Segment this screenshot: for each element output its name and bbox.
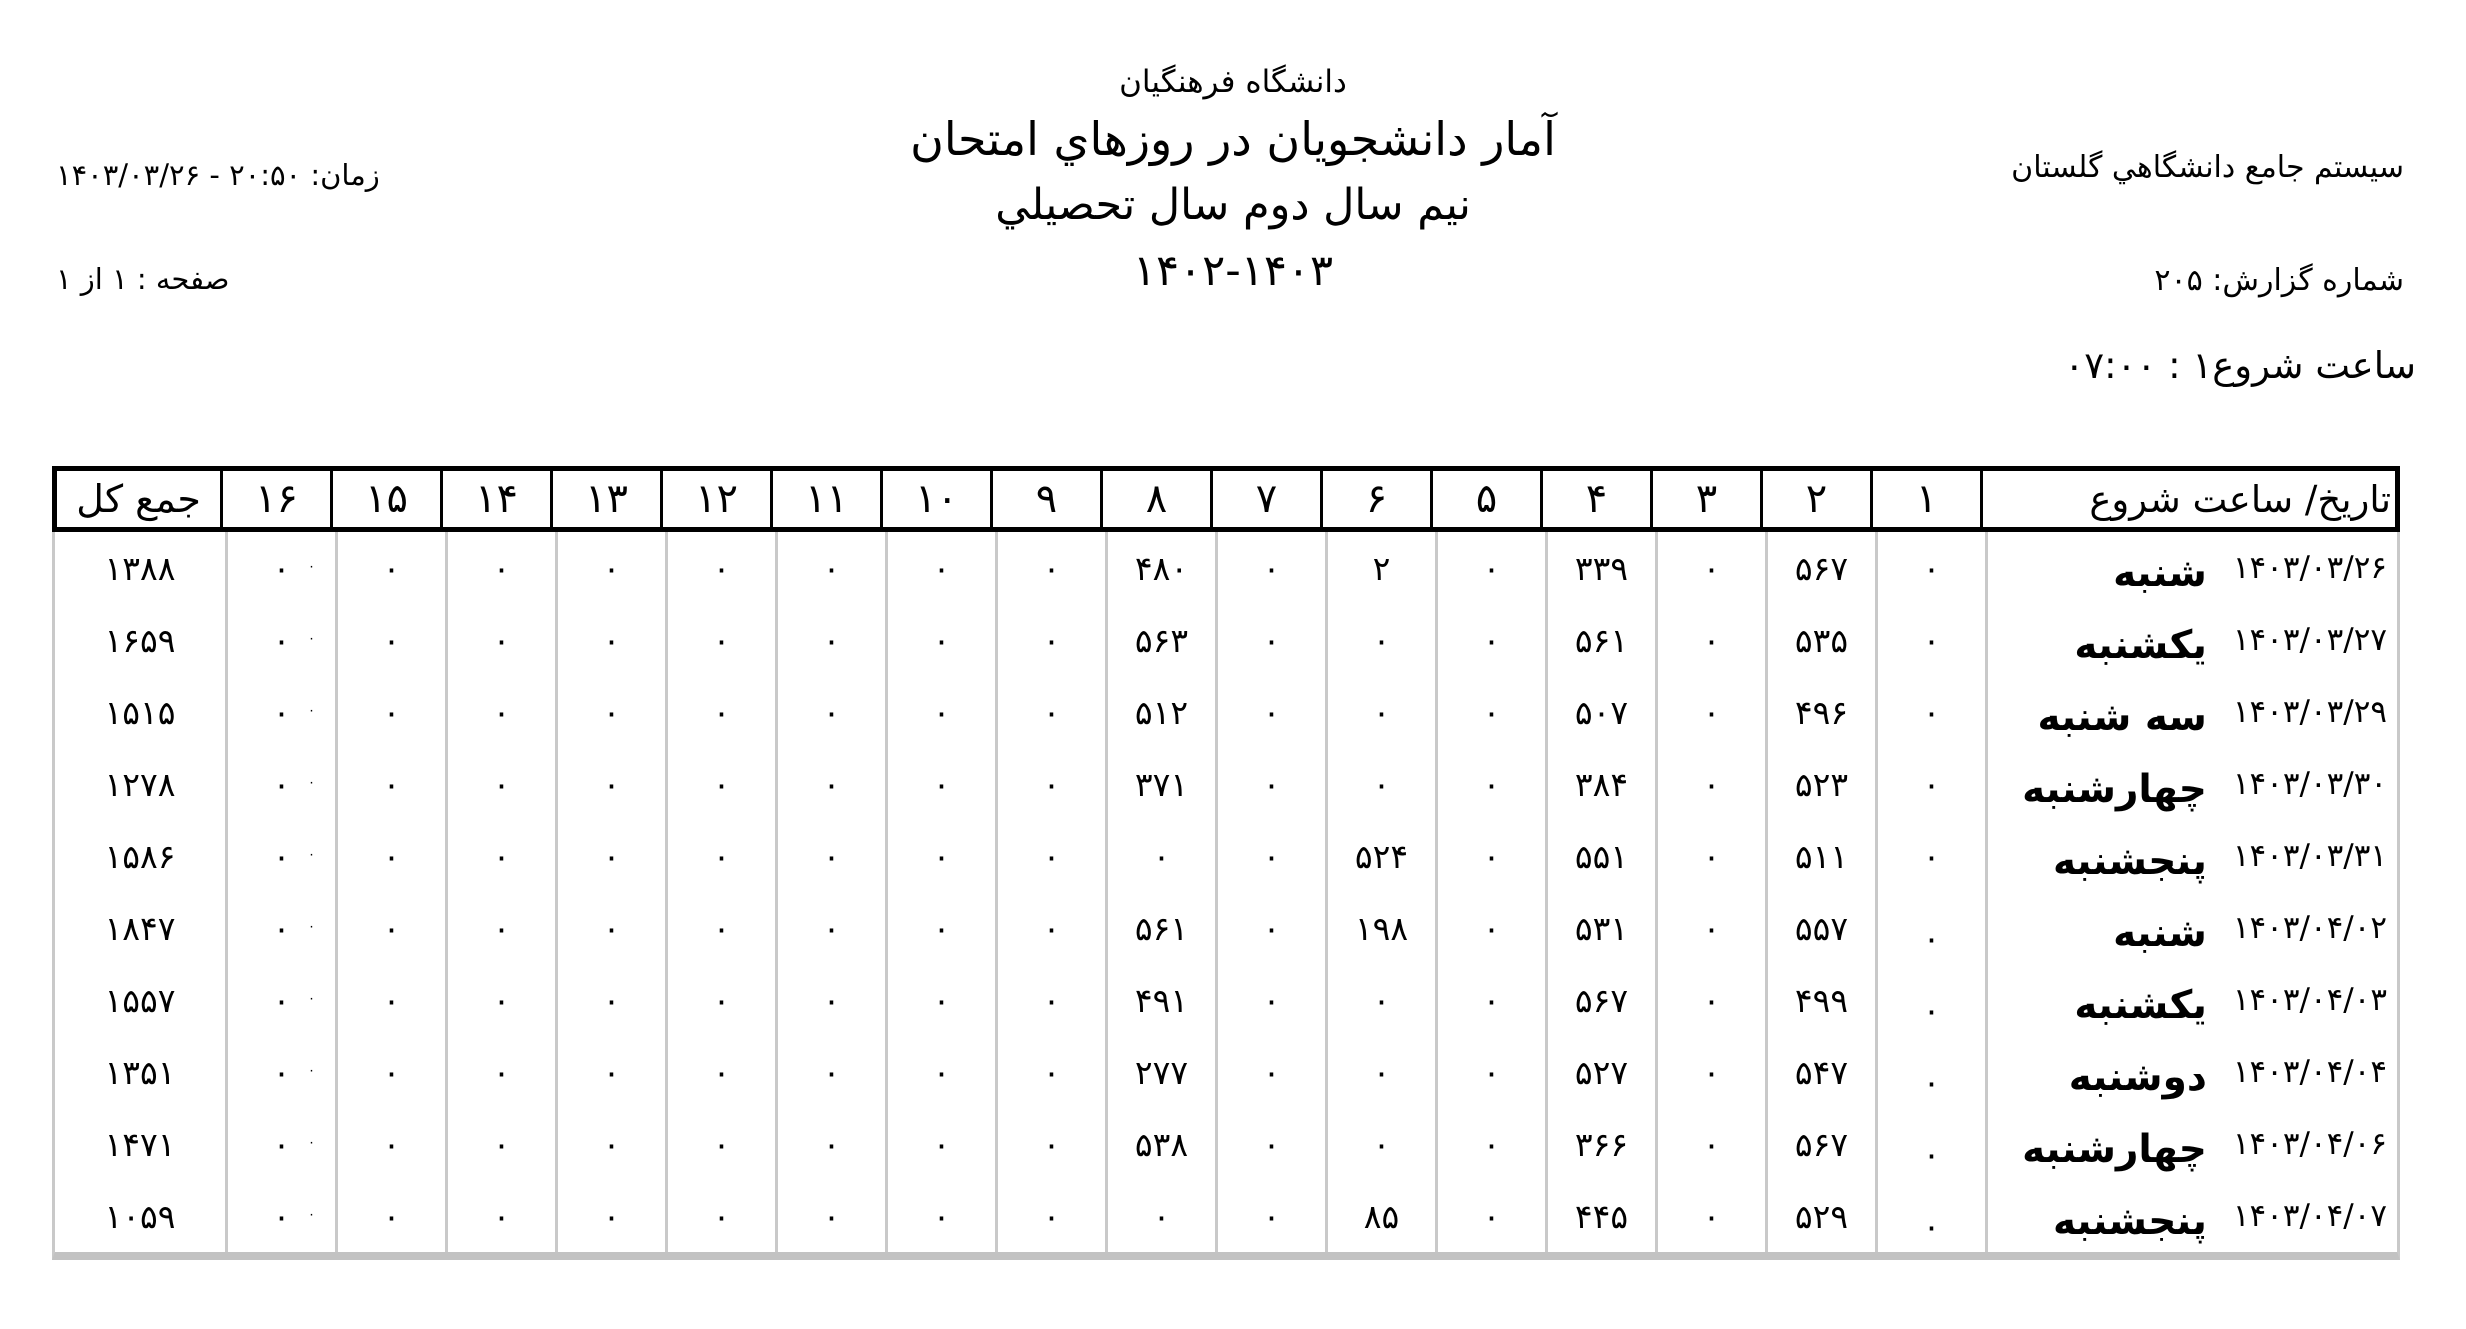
hour-10-value: ۰ bbox=[885, 604, 995, 676]
system-name: سيستم جامع دانشگاهي گلستان bbox=[2011, 150, 2404, 185]
row-day-name: شنبه bbox=[2113, 550, 2207, 596]
hour-6-value: ۰ bbox=[1325, 1036, 1435, 1108]
table-row bbox=[55, 1180, 2397, 1252]
hour-15-value: ۰ bbox=[335, 1036, 445, 1108]
exam-days-table bbox=[52, 466, 2400, 1260]
row-day-name: چهارشنبه bbox=[2022, 1126, 2207, 1172]
start-time: ساعت شروع۱ : ۰۷:۰۰ bbox=[2064, 344, 2416, 387]
hour-5-value: ۰ bbox=[1435, 892, 1545, 964]
hour-column-header: ۴ bbox=[1540, 471, 1650, 527]
hour-2-value: ۴۹۶ bbox=[1765, 676, 1875, 748]
hour-1-value: ۰ bbox=[1875, 532, 1985, 604]
hour-9-value: ۰ bbox=[995, 892, 1105, 964]
date-cell bbox=[1985, 892, 2397, 964]
hour-16-value: ۰ ۰ bbox=[225, 1108, 335, 1180]
hour-8-value: ۰ bbox=[1105, 820, 1215, 892]
row-day-name: پنجشنبه bbox=[2053, 838, 2207, 884]
hour-6-value: ۰ bbox=[1325, 1108, 1435, 1180]
hour-5-value: ۰ bbox=[1435, 604, 1545, 676]
hour-2-value: ۵۴۷ bbox=[1765, 1036, 1875, 1108]
hour-3-value: ۰ bbox=[1655, 676, 1765, 748]
hour-15-value: ۰ bbox=[335, 820, 445, 892]
print-timestamp: زمان: ۲۰:۵۰ - ۱۴۰۳/۰۳/۲۶ bbox=[56, 158, 380, 192]
academic-years: ۱۴۰۲-۱۴۰۳ bbox=[1132, 246, 1334, 296]
row-date: ۱۴۰۳/۰۴/۰۴ bbox=[2232, 1054, 2387, 1090]
hour-4-value: ۵۶۷ bbox=[1545, 964, 1655, 1036]
row-total: ۱۵۵۷ bbox=[104, 980, 176, 1020]
hour-13-value: ۰ bbox=[555, 820, 665, 892]
hour-14-value: ۰ bbox=[445, 1036, 555, 1108]
row-total: ۱۲۷۸ bbox=[104, 764, 176, 804]
hour-2-value: ۵۲۹ bbox=[1765, 1180, 1875, 1252]
hour-8-value: ۲۷۷ bbox=[1105, 1036, 1215, 1108]
hour-4-value: ۵۳۱ bbox=[1545, 892, 1655, 964]
hour-1-value: ۰ bbox=[1875, 1108, 1985, 1180]
hour-6-value: ۰ bbox=[1325, 604, 1435, 676]
hour-2-value: ۴۹۹ bbox=[1765, 964, 1875, 1036]
row-total: ۱۰۵۹ bbox=[104, 1196, 176, 1236]
hour-15-value: ۰ bbox=[335, 532, 445, 604]
hour-16-value: ۰ ۰ bbox=[225, 1180, 335, 1252]
row-date: ۱۴۰۳/۰۴/۰۶ bbox=[2232, 1126, 2387, 1162]
hour-16-value: ۰ ۰ bbox=[225, 748, 335, 820]
row-total: ۱۶۵۹ bbox=[104, 620, 176, 660]
table-row bbox=[55, 964, 2397, 1036]
hour-11-value: ۰ bbox=[775, 1180, 885, 1252]
row-date: ۱۴۰۳/۰۴/۰۷ bbox=[2232, 1198, 2387, 1234]
hour-11-value: ۰ bbox=[775, 964, 885, 1036]
table-body bbox=[52, 532, 2400, 1260]
hour-5-value: ۰ bbox=[1435, 1036, 1545, 1108]
hour-9-value: ۰ bbox=[995, 532, 1105, 604]
hour-14-value: ۰ bbox=[445, 1108, 555, 1180]
hour-6-value: ۰ bbox=[1325, 748, 1435, 820]
hour-12-value: ۰ bbox=[665, 1180, 775, 1252]
hour-8-value: ۴۸۰ bbox=[1105, 532, 1215, 604]
date-cell bbox=[1985, 532, 2397, 604]
hour-2-value: ۵۶۷ bbox=[1765, 1108, 1875, 1180]
hour-15-value: ۰ bbox=[335, 748, 445, 820]
stray-zero-mark: ۰ bbox=[308, 1063, 315, 1079]
hour-3-value: ۰ bbox=[1655, 1036, 1765, 1108]
hour-15-value: ۰ bbox=[335, 892, 445, 964]
row-day-name: پنجشنبه bbox=[2053, 1198, 2207, 1244]
date-cell bbox=[1985, 1108, 2397, 1180]
hour-8-value: ۵۶۱ bbox=[1105, 892, 1215, 964]
hour-5-value: ۰ bbox=[1435, 964, 1545, 1036]
hour-6-value: ۰ bbox=[1325, 964, 1435, 1036]
hour-3-value: ۰ bbox=[1655, 532, 1765, 604]
row-date: ۱۴۰۳/۰۴/۰۲ bbox=[2232, 910, 2387, 946]
row-day-name: شنبه bbox=[2113, 910, 2207, 956]
table-row bbox=[55, 748, 2397, 820]
stray-zero-mark: ۰ bbox=[308, 1135, 315, 1151]
hour-11-value: ۰ bbox=[775, 892, 885, 964]
table-row bbox=[55, 676, 2397, 748]
hour-16-value: ۰ ۰ bbox=[225, 532, 335, 604]
hour-9-value: ۰ bbox=[995, 1108, 1105, 1180]
hour-2-value: ۵۱۱ bbox=[1765, 820, 1875, 892]
hour-7-value: ۰ bbox=[1215, 964, 1325, 1036]
page-indicator: صفحه : ۱ از ۱ bbox=[56, 262, 230, 296]
row-day-name: سه شنبه bbox=[2037, 694, 2207, 740]
table-row bbox=[55, 604, 2397, 676]
hour-8-value: ۳۷۱ bbox=[1105, 748, 1215, 820]
hour-12-value: ۰ bbox=[665, 748, 775, 820]
hour-3-value: ۰ bbox=[1655, 964, 1765, 1036]
hour-6-value: ۰ bbox=[1325, 676, 1435, 748]
row-day-name: يكشنبه bbox=[2074, 982, 2207, 1028]
report-number: شماره گزارش: ۲۰۵ bbox=[2154, 263, 2404, 298]
row-day-name: چهارشنبه bbox=[2022, 766, 2207, 812]
hour-14-value: ۰ bbox=[445, 676, 555, 748]
hour-2-value: ۵۲۳ bbox=[1765, 748, 1875, 820]
hour-14-value: ۰ bbox=[445, 1180, 555, 1252]
row-total: ۱۵۸۶ bbox=[104, 836, 176, 876]
hour-13-value: ۰ bbox=[555, 532, 665, 604]
hour-6-value: ۲ bbox=[1325, 532, 1435, 604]
hour-10-value: ۰ bbox=[885, 964, 995, 1036]
hour-4-value: ۵۵۱ bbox=[1545, 820, 1655, 892]
hour-column-header: ۱۵ bbox=[330, 471, 440, 527]
hour-column-header: ۱۲ bbox=[660, 471, 770, 527]
row-total: ۱۸۴۷ bbox=[104, 908, 176, 948]
hour-column-header: ۱۶ bbox=[220, 471, 330, 527]
hour-column-header: ۱۳ bbox=[550, 471, 660, 527]
hour-14-value: ۰ bbox=[445, 532, 555, 604]
stray-zero-mark: ۰ bbox=[308, 919, 315, 935]
hour-10-value: ۰ bbox=[885, 676, 995, 748]
hour-column-header: ۸ bbox=[1100, 471, 1210, 527]
hour-15-value: ۰ bbox=[335, 964, 445, 1036]
hour-2-value: ۵۳۵ bbox=[1765, 604, 1875, 676]
hour-1-value: ۰ bbox=[1875, 748, 1985, 820]
total-column-header: جمع کل bbox=[76, 477, 201, 521]
row-total: ۱۳۵۱ bbox=[104, 1052, 176, 1092]
hour-1-value: ۰ bbox=[1875, 820, 1985, 892]
hour-column-header: ۲ bbox=[1760, 471, 1870, 527]
hour-column-header: ۱۰ bbox=[880, 471, 990, 527]
hour-1-value: ۰ bbox=[1875, 1180, 1985, 1252]
hour-12-value: ۰ bbox=[665, 1108, 775, 1180]
hour-9-value: ۰ bbox=[995, 604, 1105, 676]
hour-14-value: ۰ bbox=[445, 604, 555, 676]
stray-zero-mark: ۰ bbox=[308, 775, 315, 791]
hour-13-value: ۰ bbox=[555, 1036, 665, 1108]
hour-13-value: ۰ bbox=[555, 604, 665, 676]
hour-4-value: ۵۶۱ bbox=[1545, 604, 1655, 676]
row-day-name: يكشنبه bbox=[2074, 622, 2207, 668]
hour-15-value: ۰ bbox=[335, 604, 445, 676]
hour-8-value: ۰ bbox=[1105, 1180, 1215, 1252]
hour-12-value: ۰ bbox=[665, 604, 775, 676]
hour-14-value: ۰ bbox=[445, 820, 555, 892]
hour-4-value: ۳۸۴ bbox=[1545, 748, 1655, 820]
hour-7-value: ۰ bbox=[1215, 1036, 1325, 1108]
hour-8-value: ۴۹۱ bbox=[1105, 964, 1215, 1036]
hour-10-value: ۰ bbox=[885, 532, 995, 604]
table-header bbox=[52, 466, 2400, 532]
row-total: ۱۵۱۵ bbox=[104, 692, 176, 732]
hour-10-value: ۰ bbox=[885, 1180, 995, 1252]
hour-1-value: ۰ bbox=[1875, 1036, 1985, 1108]
date-cell bbox=[1985, 748, 2397, 820]
row-day-name: دوشنبه bbox=[2068, 1054, 2207, 1100]
table-row bbox=[55, 532, 2397, 604]
table-row bbox=[55, 820, 2397, 892]
hour-column-header: ۹ bbox=[990, 471, 1100, 527]
hour-7-value: ۰ bbox=[1215, 676, 1325, 748]
table-row bbox=[55, 892, 2397, 964]
hour-13-value: ۰ bbox=[555, 1180, 665, 1252]
stray-zero-mark: ۰ bbox=[308, 703, 315, 719]
hour-15-value: ۰ bbox=[335, 676, 445, 748]
hour-13-value: ۰ bbox=[555, 748, 665, 820]
hour-14-value: ۰ bbox=[445, 748, 555, 820]
hour-10-value: ۰ bbox=[885, 892, 995, 964]
hour-column-header: ۷ bbox=[1210, 471, 1320, 527]
hour-11-value: ۰ bbox=[775, 676, 885, 748]
hour-column-header: ۱۱ bbox=[770, 471, 880, 527]
stray-zero-mark: ۰ bbox=[308, 1207, 315, 1223]
hour-16-value: ۰ ۰ bbox=[225, 820, 335, 892]
hour-9-value: ۰ bbox=[995, 820, 1105, 892]
hour-3-value: ۰ bbox=[1655, 820, 1765, 892]
date-cell bbox=[1985, 964, 2397, 1036]
hour-column-header: ۵ bbox=[1430, 471, 1540, 527]
date-cell bbox=[1985, 604, 2397, 676]
university-name: دانشگاه فرهنگيان bbox=[1119, 64, 1347, 100]
hour-12-value: ۰ bbox=[665, 676, 775, 748]
hour-12-value: ۰ bbox=[665, 1036, 775, 1108]
hour-12-value: ۰ bbox=[665, 892, 775, 964]
hour-12-value: ۰ bbox=[665, 964, 775, 1036]
hour-11-value: ۰ bbox=[775, 532, 885, 604]
date-cell bbox=[1985, 676, 2397, 748]
hour-column-header: ۳ bbox=[1650, 471, 1760, 527]
hour-11-value: ۰ bbox=[775, 748, 885, 820]
hour-4-value: ۳۳۹ bbox=[1545, 532, 1655, 604]
hour-13-value: ۰ bbox=[555, 964, 665, 1036]
hour-16-value: ۰ ۰ bbox=[225, 1036, 335, 1108]
hour-column-header: ۶ bbox=[1320, 471, 1430, 527]
hour-5-value: ۰ bbox=[1435, 1180, 1545, 1252]
table-row bbox=[55, 1036, 2397, 1108]
hour-10-value: ۰ bbox=[885, 1036, 995, 1108]
date-column-header: تاريخ/ ساعت شروع bbox=[1980, 471, 2395, 527]
hour-13-value: ۰ bbox=[555, 676, 665, 748]
hour-14-value: ۰ bbox=[445, 964, 555, 1036]
row-total: ۱۳۸۸ bbox=[104, 548, 176, 588]
hour-6-value: ۵۲۴ bbox=[1325, 820, 1435, 892]
hour-7-value: ۰ bbox=[1215, 892, 1325, 964]
hour-1-value: ۰ bbox=[1875, 676, 1985, 748]
hour-16-value: ۰ ۰ bbox=[225, 676, 335, 748]
hour-5-value: ۰ bbox=[1435, 748, 1545, 820]
row-date: ۱۴۰۳/۰۳/۲۷ bbox=[2232, 622, 2387, 658]
hour-9-value: ۰ bbox=[995, 676, 1105, 748]
hour-11-value: ۰ bbox=[775, 1036, 885, 1108]
hour-2-value: ۵۶۷ bbox=[1765, 532, 1875, 604]
hour-7-value: ۰ bbox=[1215, 532, 1325, 604]
hour-7-value: ۰ bbox=[1215, 820, 1325, 892]
hour-8-value: ۵۶۳ bbox=[1105, 604, 1215, 676]
hour-11-value: ۰ bbox=[775, 604, 885, 676]
hour-5-value: ۰ bbox=[1435, 676, 1545, 748]
hour-1-value: ۰ bbox=[1875, 604, 1985, 676]
hour-1-value: ۰ bbox=[1875, 964, 1985, 1036]
row-date: ۱۴۰۳/۰۳/۲۶ bbox=[2232, 550, 2387, 586]
hour-6-value: ۱۹۸ bbox=[1325, 892, 1435, 964]
hour-3-value: ۰ bbox=[1655, 748, 1765, 820]
hour-10-value: ۰ bbox=[885, 748, 995, 820]
hour-10-value: ۰ bbox=[885, 820, 995, 892]
hour-16-value: ۰ ۰ bbox=[225, 964, 335, 1036]
hour-5-value: ۰ bbox=[1435, 820, 1545, 892]
hour-column-header: ۱ bbox=[1870, 471, 1980, 527]
hour-2-value: ۵۵۷ bbox=[1765, 892, 1875, 964]
hour-5-value: ۰ bbox=[1435, 1108, 1545, 1180]
hour-4-value: ۵۰۷ bbox=[1545, 676, 1655, 748]
hour-12-value: ۰ bbox=[665, 532, 775, 604]
hour-5-value: ۰ bbox=[1435, 532, 1545, 604]
hour-7-value: ۰ bbox=[1215, 1108, 1325, 1180]
row-date: ۱۴۰۳/۰۴/۰۳ bbox=[2232, 982, 2387, 1018]
hour-11-value: ۰ bbox=[775, 1108, 885, 1180]
hour-3-value: ۰ bbox=[1655, 892, 1765, 964]
report-title: آمار دانشجويان در روزهاي امتحان bbox=[910, 112, 1556, 166]
stray-zero-mark: ۰ bbox=[308, 631, 315, 647]
hour-15-value: ۰ bbox=[335, 1180, 445, 1252]
date-cell bbox=[1985, 1180, 2397, 1252]
hour-3-value: ۰ bbox=[1655, 1108, 1765, 1180]
hour-13-value: ۰ bbox=[555, 1108, 665, 1180]
hour-9-value: ۰ bbox=[995, 1180, 1105, 1252]
row-date: ۱۴۰۳/۰۳/۳۱ bbox=[2232, 838, 2387, 874]
hour-12-value: ۰ bbox=[665, 820, 775, 892]
hour-7-value: ۰ bbox=[1215, 1180, 1325, 1252]
hour-3-value: ۰ bbox=[1655, 604, 1765, 676]
stray-zero-mark: ۰ bbox=[308, 559, 315, 575]
hour-10-value: ۰ bbox=[885, 1108, 995, 1180]
hour-8-value: ۵۱۲ bbox=[1105, 676, 1215, 748]
hour-16-value: ۰ ۰ bbox=[225, 892, 335, 964]
stray-zero-mark: ۰ bbox=[308, 847, 315, 863]
date-cell bbox=[1985, 820, 2397, 892]
hour-7-value: ۰ bbox=[1215, 604, 1325, 676]
hour-9-value: ۰ bbox=[995, 1036, 1105, 1108]
stray-zero-mark: ۰ bbox=[308, 991, 315, 1007]
hour-4-value: ۵۲۷ bbox=[1545, 1036, 1655, 1108]
hour-7-value: ۰ bbox=[1215, 748, 1325, 820]
hour-column-header: ۱۴ bbox=[440, 471, 550, 527]
row-total: ۱۴۷۱ bbox=[104, 1124, 176, 1164]
hour-9-value: ۰ bbox=[995, 748, 1105, 820]
hour-13-value: ۰ bbox=[555, 892, 665, 964]
table-row bbox=[55, 1108, 2397, 1180]
hour-8-value: ۵۳۸ bbox=[1105, 1108, 1215, 1180]
hour-4-value: ۳۶۶ bbox=[1545, 1108, 1655, 1180]
hour-4-value: ۴۴۵ bbox=[1545, 1180, 1655, 1252]
hour-6-value: ۸۵ bbox=[1325, 1180, 1435, 1252]
hour-3-value: ۰ bbox=[1655, 1180, 1765, 1252]
hour-9-value: ۰ bbox=[995, 964, 1105, 1036]
hour-1-value: ۰ bbox=[1875, 892, 1985, 964]
hour-14-value: ۰ bbox=[445, 892, 555, 964]
hour-11-value: ۰ bbox=[775, 820, 885, 892]
date-cell bbox=[1985, 1036, 2397, 1108]
hour-16-value: ۰ ۰ bbox=[225, 604, 335, 676]
row-date: ۱۴۰۳/۰۳/۳۰ bbox=[2232, 766, 2387, 802]
hour-15-value: ۰ bbox=[335, 1108, 445, 1180]
report-subtitle: نيم سال دوم سال تحصيلي bbox=[995, 180, 1471, 230]
row-date: ۱۴۰۳/۰۳/۲۹ bbox=[2232, 694, 2387, 730]
